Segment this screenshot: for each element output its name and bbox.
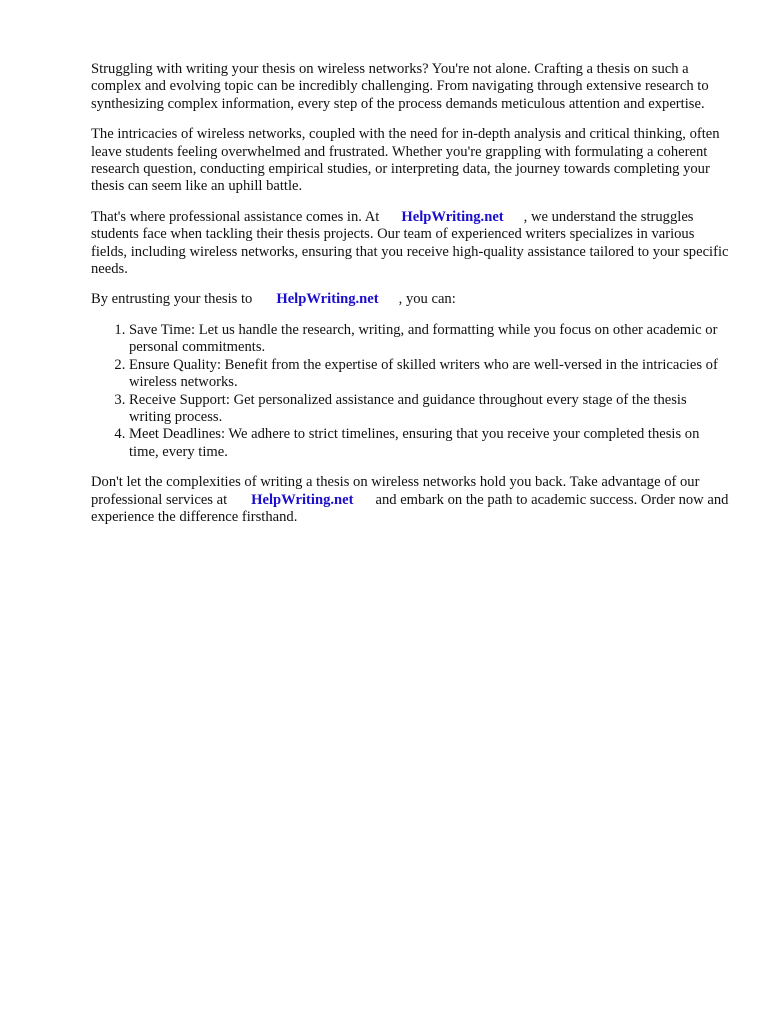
- paragraph-closing-rest: and embark on the path to academic success. Order now and experience the difference firsthand.: [91, 491, 729, 525]
- paragraph-closing: [91, 474, 731, 526]
- list-item: 1. Save Time: Let us handle the research, writing, and formatting while you focus on other academic or personal commitments.: [129, 322, 731, 357]
- list-item: 3. Receive Support: Get personalized assistance and guidance throughout every stage of the thesis writing process.: [129, 392, 731, 427]
- document-body: [91, 61, 731, 539]
- helpwriting-link[interactable]: HelpWriting.net: [276, 291, 379, 308]
- paragraph-closing-lead: Don't let the complexities of writing a thesis on wireless networks hold you back. Take advantage of our professional services at: [91, 474, 700, 508]
- paragraph-entrusting-lead: By entrusting your thesis to: [91, 291, 253, 308]
- paragraph-intro: Struggling with writing your thesis on wireless networks? You're not alone. Crafting a thesis on such a complex and evolving topic can be incredibly challenging. From navigating through extensive research to synthesizing complex information, every step of the process demands meticulous attention and expertise.: [91, 61, 709, 112]
- paragraph-assistance: [91, 209, 731, 279]
- list-item: 2. Ensure Quality: Benefit from the expertise of skilled writers who are well-versed in the intricacies of wireless networks.: [129, 357, 731, 392]
- paragraph-assistance-lead: That's where professional assistance comes in. At: [91, 208, 380, 225]
- paragraph-challenges: The intricacies of wireless networks, coupled with the need for in-depth analysis and critical thinking, often leave students feeling overwhelmed and frustrated. Whether you're grappling with formulating a coherent research question, conducting empirical studies, or interpreting data, the journey towards completing your thesis can seem like an uphill battle.: [91, 126, 720, 195]
- paragraph-assistance-rest: , we understand the struggles students face when tackling their thesis projects. Our team of experienced writers specializes in various fields, including wireless networks, ensuring that you receive high-quality assistance tailored to your specific needs.: [91, 208, 729, 278]
- helpwriting-link[interactable]: HelpWriting.net: [401, 208, 504, 225]
- helpwriting-link[interactable]: HelpWriting.net: [251, 491, 354, 508]
- paragraph-entrusting: [91, 291, 731, 308]
- paragraph-entrusting-rest: , you can:: [398, 291, 456, 308]
- benefits-list: [91, 322, 731, 461]
- list-item: 4. Meet Deadlines: We adhere to strict timelines, ensuring that you receive your completed thesis on time, every time.: [129, 426, 731, 461]
